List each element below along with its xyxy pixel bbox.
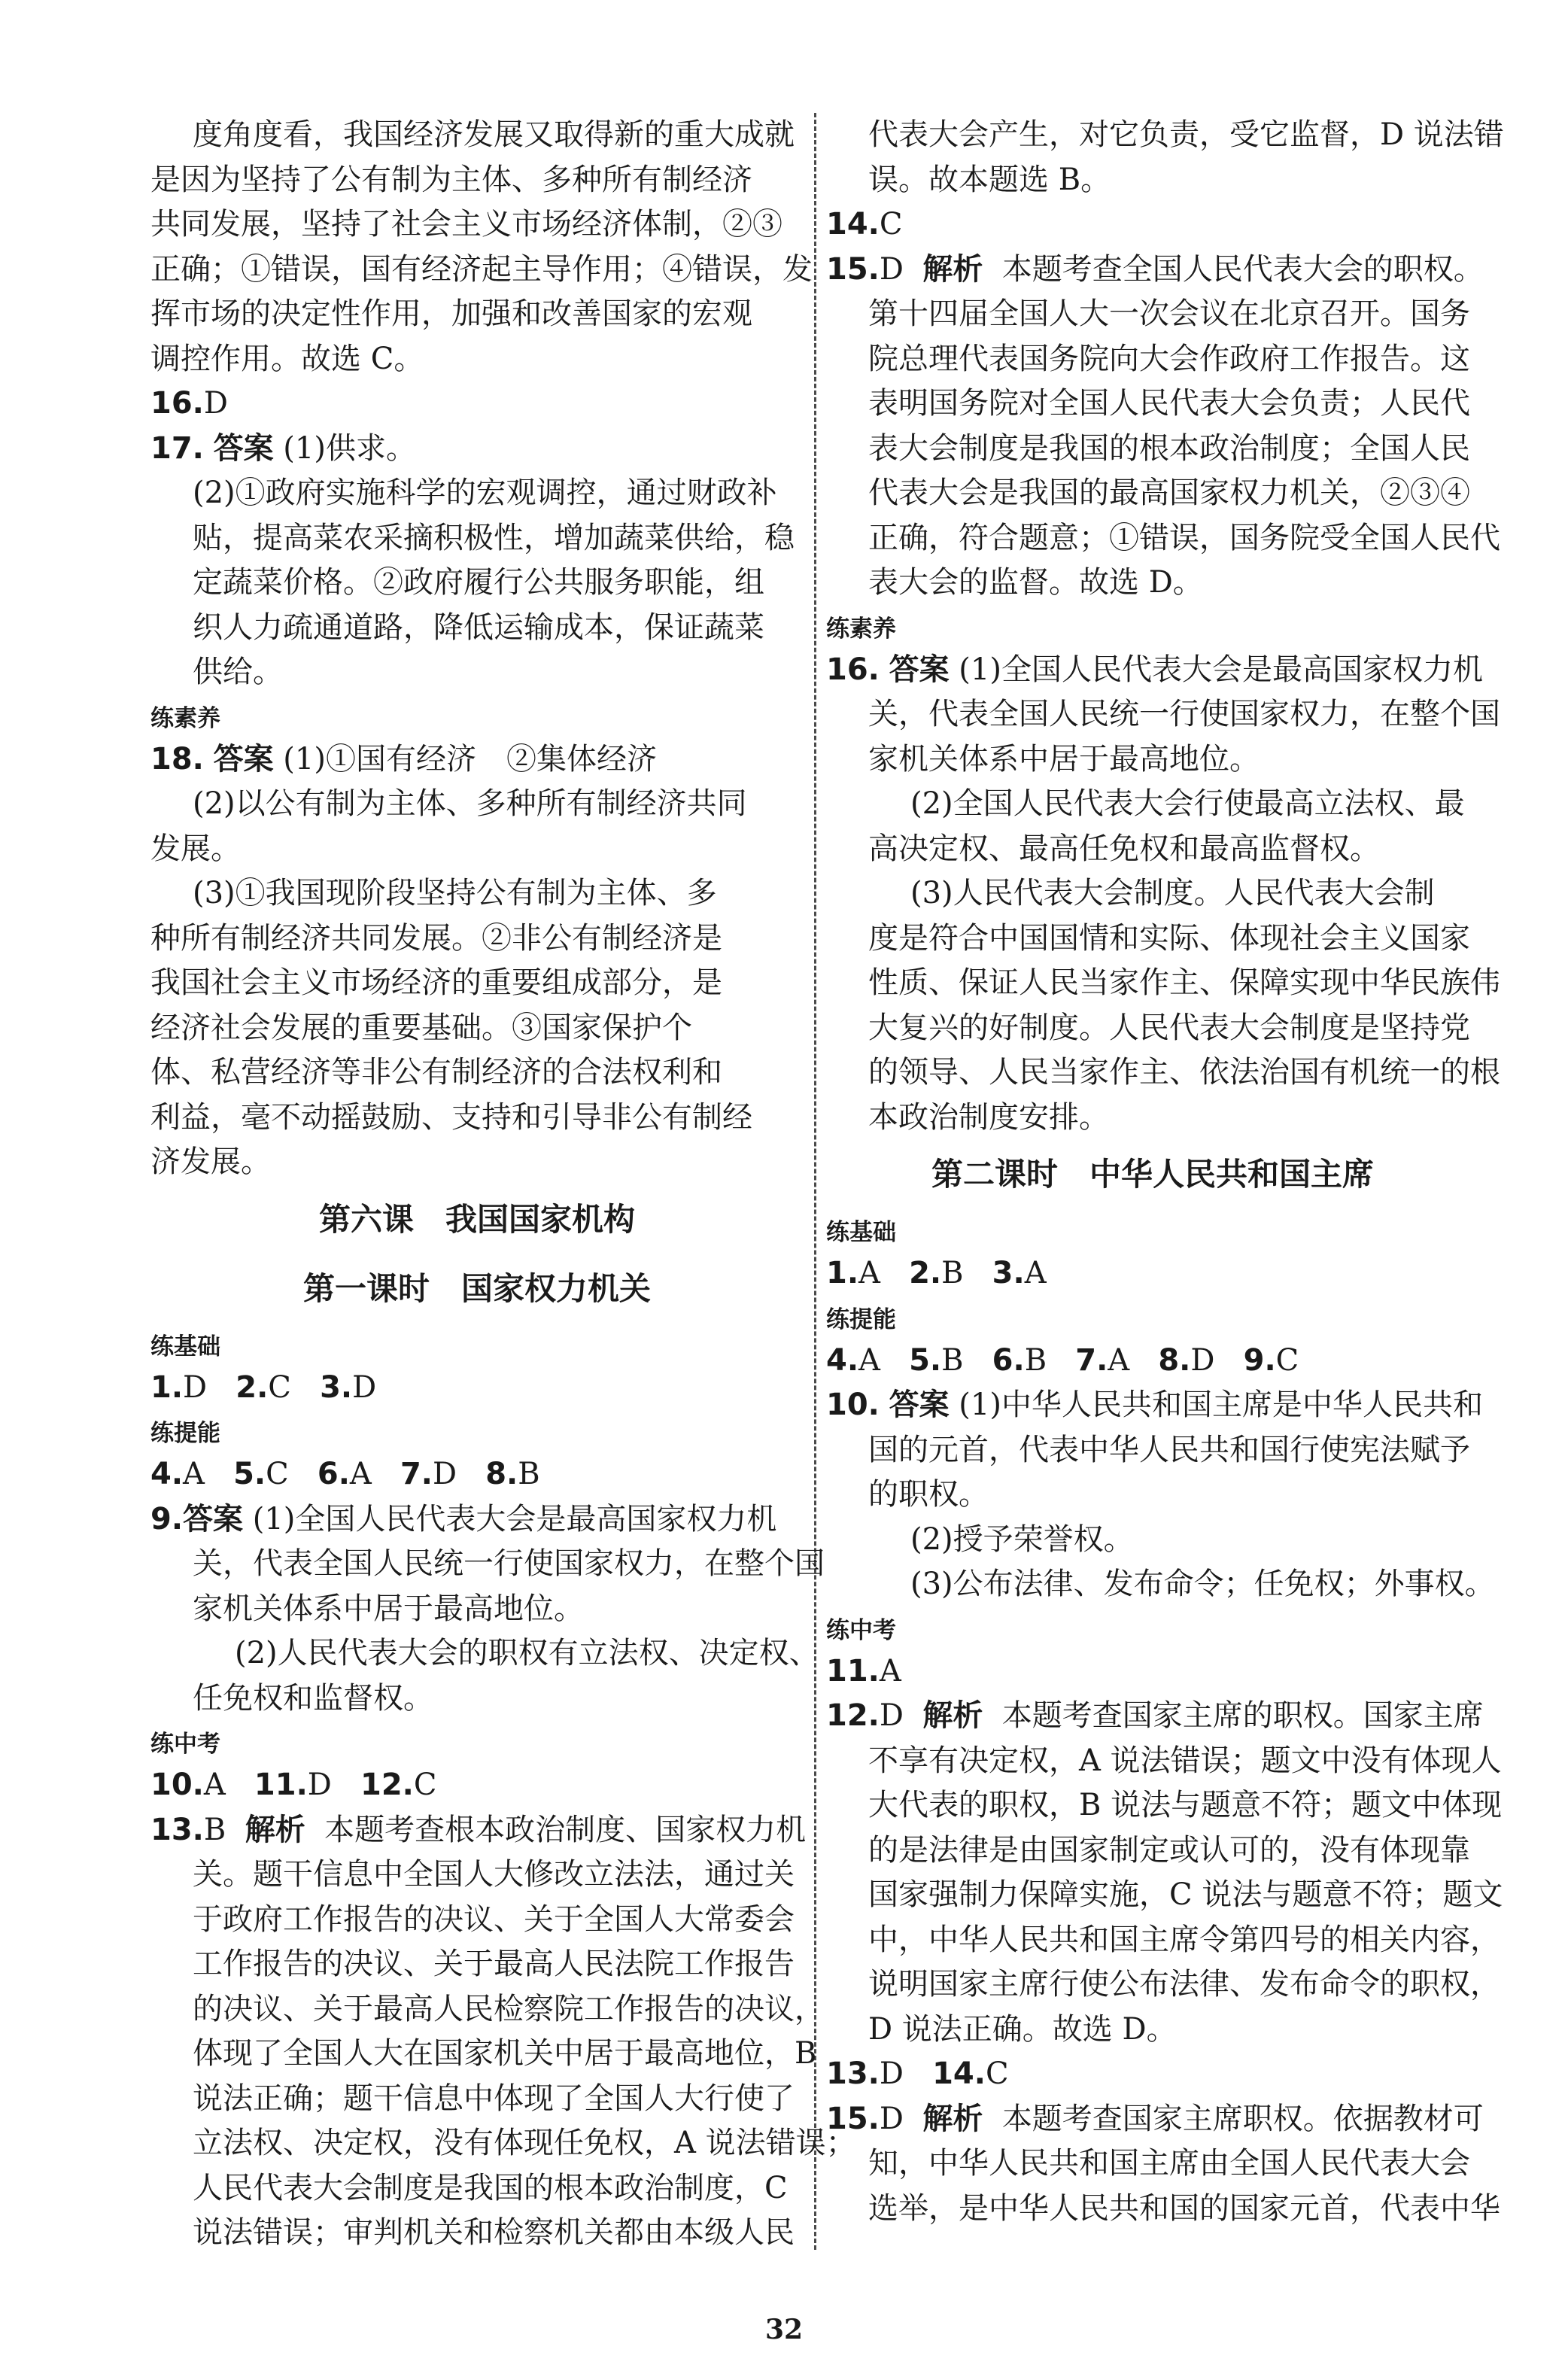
answer-letter: B	[1024, 1342, 1047, 1378]
question-number: 12.	[826, 1698, 880, 1733]
text-line: 国家强制力保障实施，C 说法与题意不符；题文	[868, 1877, 1503, 1912]
question-15	[826, 248, 1500, 606]
question-number: 9.	[150, 1501, 184, 1537]
question-number: 14.	[932, 2056, 986, 2091]
answer-letter: A	[1108, 1342, 1130, 1378]
analysis-keyword: 解析	[245, 1812, 305, 1847]
text-line: 的职权。	[868, 1477, 989, 1512]
text-line: 第十四届全国人大一次会议在北京召开。国务	[868, 296, 1470, 331]
answer-letter: C	[985, 2056, 1009, 2091]
text-line: 院总理代表国务院向大会作政府工作报告。这	[868, 341, 1470, 376]
text-line: 度是符合中国国情和实际、体现社会主义国家	[868, 920, 1470, 956]
section-label-zhongkao: 练中考	[150, 1731, 220, 1758]
question-number: 11.	[826, 1653, 880, 1688]
answer-letter: D	[183, 1369, 208, 1405]
text-line: (2)人民代表大会的职权有立法权、决定权、	[235, 1636, 819, 1670]
text-line: D 说法正确。故选 D。	[868, 2011, 1177, 2047]
question-15b	[826, 2097, 1500, 2232]
question-10	[826, 1383, 1495, 1607]
text-line: 家机关体系中居于最高地位。	[193, 1591, 584, 1626]
text-line: 性质、保证人民当家作主、保障实现中华民族伟	[868, 965, 1500, 1000]
text-line: 的决议、关于最高人民检察院工作报告的决议，	[193, 1991, 825, 2026]
text-line: 说法正确；题干信息中体现了全国人大行使了	[193, 2081, 795, 2116]
question-14	[826, 202, 1479, 248]
column-divider	[814, 113, 816, 2250]
section-label-jichu: 练基础	[150, 1333, 220, 1360]
question-number: 9.	[1243, 1342, 1276, 1378]
answer-letter: A	[858, 1342, 880, 1378]
question-number: 13.	[826, 2056, 880, 2091]
text-line: 选举，是中华人民共和国的国家元首，代表中华	[868, 2190, 1500, 2226]
answer-letter: B	[518, 1457, 540, 1491]
text-line: 本题考查国家主席的职权。国家主席	[1001, 1698, 1484, 1733]
question-number: 6.	[992, 1342, 1025, 1378]
answer-letter: B	[941, 1342, 964, 1378]
answers-row	[150, 1452, 804, 1497]
text-line: 是因为坚持了公有制为主体、多种所有制经济	[150, 162, 752, 197]
question-number: 16.	[150, 386, 204, 421]
answer-keyword: 答案	[213, 430, 274, 466]
question-number: 17.	[150, 430, 204, 466]
section-label-suyang: 练素养	[826, 615, 896, 643]
text-line: (2)全国人民代表大会行使最高立法权、最	[910, 786, 1465, 821]
question-number: 18.	[150, 741, 204, 777]
text-line: 织人力疏通道路，降低运输成本，保证蔬菜	[193, 609, 764, 645]
answer-letter: A	[203, 1768, 226, 1802]
text-line: 表大会的监督。故选 D。	[868, 565, 1203, 600]
text-line: 贴，提高菜农采摘积极性，增加蔬菜供给，稳	[193, 520, 795, 555]
text-line: (3)①我国现阶段坚持公有制为主体、多	[193, 876, 717, 910]
text-line: 高决定权、最高任免权和最高监督权。	[868, 831, 1380, 866]
answer-letter: D	[879, 251, 904, 287]
answer-keyword: 答案	[213, 741, 274, 777]
text-line: 利益，毫不动摇鼓励、支持和引导非公有制经	[150, 1099, 752, 1135]
text-line: 的领导、人民当家作主、依法治国有机统一的根	[868, 1055, 1500, 1090]
answers-row	[150, 1763, 804, 1808]
answer-letter: C	[268, 1369, 291, 1405]
text-line: 定蔬菜价格。②政府履行公共服务职能，组	[193, 565, 764, 600]
question-number: 15.	[826, 2101, 880, 2136]
question-number: 7.	[1075, 1342, 1108, 1378]
question-number: 1.	[150, 1369, 184, 1405]
text-line: 正确，符合题意；①错误，国务院受全国人民代	[868, 520, 1500, 555]
answer-keyword: 答案	[889, 652, 950, 687]
text-line: 说法错误；审判机关和检察机关都由本级人民	[193, 2215, 795, 2250]
text-line: (1)全国人民代表大会是最高国家权力机	[959, 652, 1483, 687]
question-number: 8.	[485, 1457, 518, 1491]
answer-letter: D	[352, 1369, 377, 1405]
q15-continuation	[150, 113, 813, 381]
text-line: (1)全国人民代表大会是最高国家权力机	[252, 1501, 777, 1537]
text-line: 我国社会主义市场经济的重要组成部分，是	[150, 965, 722, 1000]
question-number: 3.	[992, 1256, 1025, 1290]
text-line: (1)中华人民共和国主席是中华人民共和	[959, 1388, 1483, 1422]
answer-letter: A	[183, 1457, 205, 1491]
text-line: 关，代表全国人民统一行使国家权力，在整个国	[193, 1546, 825, 1581]
question-16	[150, 381, 804, 427]
text-line: 本题考查国家主席职权。依据教材可	[1001, 2101, 1484, 2136]
period-title: 第二课时 中华人民共和国主席	[931, 1156, 1374, 1193]
text-line: 挥市场的决定性作用，加强和改善国家的宏观	[150, 296, 752, 331]
question-number: 5.	[909, 1342, 942, 1378]
text-line: 代表大会产生，对它负责，受它监督，D 说法错	[868, 117, 1504, 152]
text-line: (2)以公有制为主体、多种所有制经济共同	[193, 786, 747, 821]
answer-letter: D	[879, 2101, 904, 2136]
answer-letter: B	[203, 1812, 226, 1847]
section-label-tineng: 练提能	[150, 1420, 220, 1447]
text-line: 调控作用。故选 C。	[150, 341, 424, 376]
text-line: (2)①政府实施科学的宏观调控，通过财政补	[193, 476, 777, 510]
answer-letter: C	[266, 1457, 289, 1491]
lesson-title: 第六课 我国国家机构	[318, 1200, 635, 1238]
text-line: 大复兴的好制度。人民代表大会制度是坚持党	[868, 1010, 1470, 1045]
text-line: 发展。	[150, 831, 241, 866]
text-line: (1)①国有经济 ②集体经济	[283, 741, 657, 777]
question-number: 4.	[826, 1342, 859, 1378]
text-line: 关。题干信息中全国人大修改立法法，通过关	[193, 1857, 795, 1892]
answer-letter: D	[879, 2056, 904, 2091]
answers-row	[150, 1366, 804, 1411]
right-column	[826, 113, 1504, 2231]
answer-letter: C	[879, 207, 903, 242]
question-9	[150, 1497, 825, 1722]
answers-row	[826, 2052, 1479, 2097]
answer-letter: A	[879, 1653, 901, 1688]
question-number: 1.	[826, 1256, 859, 1290]
question-number: 15.	[826, 251, 880, 287]
question-number: 6.	[317, 1457, 350, 1491]
question-number: 11.	[254, 1768, 308, 1802]
question-number: 10.	[826, 1388, 880, 1422]
text-line: 国的元首，代表中华人民共和国行使宪法赋予	[868, 1432, 1470, 1467]
text-line: (3)公布法律、发布命令；任免权；外事权。	[910, 1567, 1495, 1601]
text-line: 工作报告的决议、关于最高人民法院工作报告	[193, 1947, 795, 1981]
q13-continuation	[826, 113, 1504, 202]
question-12	[826, 1694, 1503, 2052]
question-number: 8.	[1158, 1342, 1191, 1378]
text-line: 本题考查全国人民代表大会的职权。	[1001, 251, 1484, 287]
answer-letter: D	[432, 1457, 457, 1491]
text-line: 体现了全国人大在国家机关中居于最高地位，B	[193, 2036, 817, 2071]
answer-letter: D	[203, 386, 228, 421]
text-line: 体、私营经济等非公有制经济的合法权利和	[150, 1055, 722, 1090]
section-label-tineng: 练提能	[826, 1306, 896, 1333]
text-line: 关，代表全国人民统一行使国家权力，在整个国	[868, 697, 1500, 731]
text-line: 种所有制经济共同发展。②非公有制经济是	[150, 920, 722, 956]
text-line: 共同发展，坚持了社会主义市场经济体制，②③	[150, 207, 782, 242]
analysis-keyword: 解析	[922, 1698, 983, 1733]
text-line: 的是法律是由国家制定或认可的，没有体现靠	[868, 1832, 1470, 1868]
period-title: 第一课时 国家权力机关	[302, 1269, 651, 1307]
text-line: 度角度看，我国经济发展又取得新的重大成就	[193, 117, 795, 152]
text-line: 说明国家主席行使公布法律、发布命令的职权，	[868, 1967, 1500, 2002]
question-number: 2.	[909, 1256, 942, 1290]
text-line: 表明国务院对全国人民代表大会负责；人民代	[868, 386, 1470, 421]
question-number: 16.	[826, 652, 880, 687]
answer-letter: C	[413, 1768, 437, 1802]
question-number: 3.	[320, 1369, 353, 1405]
question-number: 4.	[150, 1457, 184, 1491]
question-number: 12.	[360, 1768, 414, 1802]
text-line: 本政治制度安排。	[868, 1099, 1109, 1135]
analysis-keyword: 解析	[922, 251, 983, 287]
answer-letter: A	[349, 1457, 372, 1491]
text-line: 大代表的职权，B 说法与题意不符；题文中体现	[868, 1788, 1503, 1822]
analysis-keyword: 解析	[922, 2101, 983, 2136]
text-line: (3)人民代表大会制度。人民代表大会制	[910, 876, 1435, 910]
text-line: 立法权、决定权，没有体现任免权，A 说法错误；	[193, 2126, 856, 2160]
answer-letter: D	[1190, 1342, 1215, 1378]
question-number: 10.	[150, 1768, 204, 1802]
text-line: 知，中华人民共和国主席由全国人民代表大会	[868, 2146, 1470, 2181]
text-line: (2)授予荣誉权。	[910, 1521, 1134, 1557]
text-line: 任免权和监督权。	[193, 1680, 433, 1716]
question-16	[826, 648, 1500, 1141]
section-label-jichu: 练基础	[826, 1219, 896, 1246]
text-line: 经济社会发展的重要基础。③国家保护个	[150, 1010, 692, 1045]
section-label-suyang: 练素养	[150, 704, 220, 732]
text-line: 于政府工作报告的决议、关于全国人大常委会	[193, 1901, 795, 1937]
question-18	[150, 737, 804, 1185]
text-line: 不享有决定权，A 说法错误；题文中没有体现人	[868, 1743, 1502, 1778]
text-line: 误。故本题选 B。	[868, 162, 1111, 197]
text-line: 表大会制度是我国的根本政治制度；全国人民	[868, 430, 1470, 466]
text-line: (1)供求。	[283, 430, 416, 466]
question-17	[150, 427, 804, 695]
question-11	[826, 1649, 1479, 1695]
text-line: 家机关体系中居于最高地位。	[868, 741, 1260, 777]
answers-row	[826, 1251, 1479, 1296]
question-number: 7.	[400, 1457, 433, 1491]
question-number: 13.	[150, 1812, 204, 1847]
text-line: 济发展。	[150, 1144, 271, 1179]
answer-letter: D	[879, 1698, 904, 1733]
answers-row	[826, 1339, 1479, 1384]
answer-letter: A	[1024, 1256, 1047, 1290]
question-number: 14.	[826, 207, 880, 242]
text-line: 本题考查根本政治制度、国家权力机	[324, 1812, 807, 1847]
text-line: 代表大会是我国的最高国家权力机关，②③④	[868, 476, 1470, 510]
text-line: 人民代表大会制度是我国的根本政治制度，C	[193, 2170, 788, 2205]
answer-letter: B	[941, 1256, 964, 1290]
text-line: 供给。	[193, 655, 283, 689]
answer-letter: A	[858, 1256, 880, 1290]
text-line: 正确；①错误，国有经济起主导作用；④错误，发	[150, 251, 813, 287]
section-label-zhongkao: 练中考	[826, 1616, 896, 1644]
page-number: 32	[764, 2314, 804, 2345]
answer-letter: D	[307, 1768, 332, 1802]
answer-keyword: 答案	[889, 1388, 950, 1422]
question-number: 2.	[236, 1369, 269, 1405]
text-line: 中，中华人民共和国主席令第四号的相关内容，	[868, 1922, 1500, 1957]
question-number: 5.	[233, 1457, 266, 1491]
answer-letter: C	[1275, 1342, 1299, 1378]
answer-keyword: 答案	[183, 1501, 244, 1537]
